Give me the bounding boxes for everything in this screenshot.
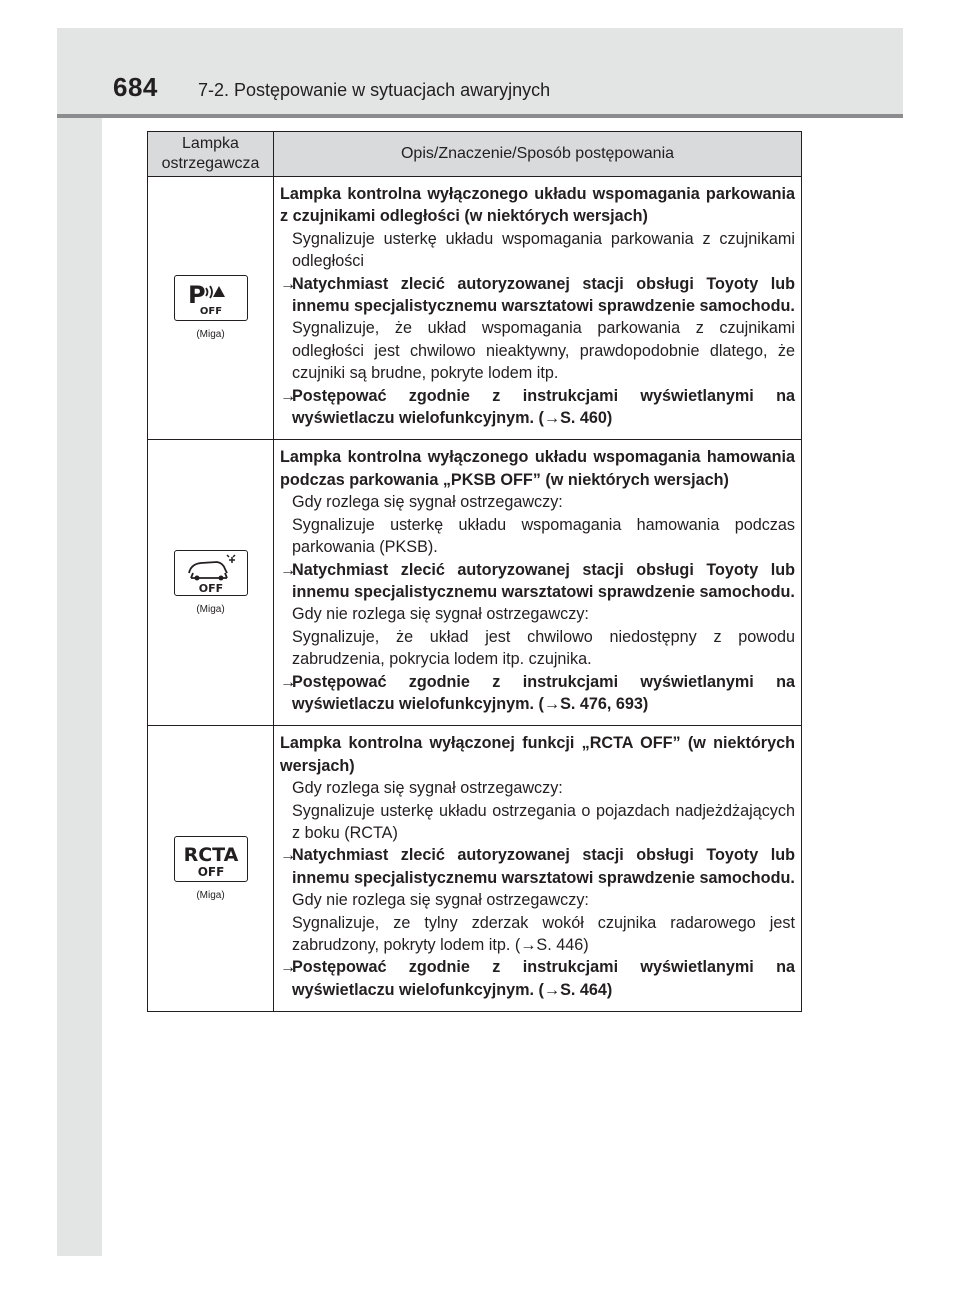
page-reference: S. 446) (536, 936, 589, 954)
parking-sensor-off-icon (174, 275, 248, 321)
action-item (280, 559, 795, 604)
pksb-off-icon (174, 550, 248, 596)
arrow-icon: → (280, 672, 297, 691)
action-item (280, 956, 795, 1001)
action-text: Natychmiast zlecić autoryzowanej stacji obsługi Toyoty lub innemu specjalistycznemu warsztatowi sprawdzenie samochodu. (292, 560, 795, 601)
table-row (148, 177, 802, 440)
lamp-cell (148, 726, 274, 1012)
description-text: Sygnalizuje usterkę układu wspomagania hamowania podczas parkowania (PKSB). (292, 515, 795, 557)
ref-arrow-icon: → (543, 409, 561, 428)
column-header-lamp: Lampka ostrzegawcza (148, 132, 274, 177)
header-band (57, 28, 903, 114)
svg-text:P: P (187, 281, 206, 310)
page-reference: S. 464) (560, 980, 613, 999)
action-text (292, 956, 795, 1001)
page-reference: S. 460) (560, 409, 613, 428)
arrow-icon: → (280, 386, 297, 405)
flash-note: (Miga) (196, 329, 225, 341)
table-header-row (148, 132, 802, 177)
description-text: Gdy rozlega się sygnał ostrzegawczy: (292, 779, 563, 798)
page-reference: S. 476, 693) (560, 694, 649, 713)
ref-arrow-icon: → (520, 936, 537, 954)
description-text: Gdy nie rozlega się sygnał ostrzegawczy: (292, 891, 589, 910)
section-title: 7-2. Postępowanie w sytuacjach awaryjnych (198, 80, 551, 100)
action-text (292, 671, 795, 716)
action-text: Natychmiast zlecić autoryzowanej stacji obsługi Toyoty lub innemu specjalistycznemu warsztatowi sprawdzenie samochodu. (292, 846, 795, 887)
action-text: Natychmiast zlecić autoryzowanej stacji obsługi Toyoty lub innemu specjalistycznemu warsztatowi sprawdzenie samochodu. (292, 274, 795, 316)
action-text-main: Postępować zgodnie z instrukcjami wyświetlanymi na wyświetlaczu wielofunkcyjnym. ( (292, 672, 795, 713)
description-text: Sygnalizuje usterkę układu wspomagania parkowania z czujnikami odległości (292, 229, 795, 271)
header-rule (57, 114, 903, 118)
lamp-cell (148, 177, 274, 440)
lamp-title: Lampka kontrolna wyłączonego układu wspomagania hamowania podczas parkowania „PKSB OFF” (w niektórych wersjach) (280, 448, 795, 489)
description-cell (274, 726, 802, 1012)
action-item (280, 844, 795, 889)
action-text (292, 385, 795, 430)
svg-text:OFF: OFF (198, 581, 223, 595)
svg-text:OFF: OFF (199, 306, 222, 318)
ref-arrow-icon: → (543, 694, 561, 713)
arrow-icon: → (280, 846, 297, 865)
svg-text:RCTA: RCTA (183, 843, 238, 866)
description-text: Gdy nie rozlega się sygnał ostrzegawczy: (292, 605, 589, 624)
description-text-main: Sygnalizuje, ze tylny zderzak wokół czujnika radarowego jest zabrudzony, pokryty lodem itp. ( (292, 913, 795, 954)
description-cell (274, 177, 802, 440)
flash-note: (Miga) (196, 603, 225, 615)
description-cell (274, 440, 802, 726)
arrow-icon: → (280, 560, 297, 579)
page-number: 684 (113, 72, 158, 102)
description-text: Sygnalizuje usterkę układu ostrzegania o pojazdach nadjeżdżających z boku (RCTA) (292, 801, 795, 842)
warning-lamp-table (147, 131, 802, 1012)
table-row (148, 440, 802, 726)
arrow-icon: → (280, 274, 297, 293)
action-text-main: Postępować zgodnie z instrukcjami wyświetlanymi na wyświetlaczu wielofunkcyjnym. ( (292, 386, 795, 428)
column-header-description: Opis/Znaczenie/Sposób postępowania (274, 132, 802, 177)
description-text: Gdy rozlega się sygnał ostrzegawczy: (292, 493, 563, 512)
action-item (280, 273, 795, 318)
table-row (148, 726, 802, 1012)
action-text-main: Postępować zgodnie z instrukcjami wyświetlanymi na wyświetlaczu wielofunkcyjnym. ( (292, 958, 795, 999)
description-text (280, 912, 795, 957)
description-text: Sygnalizuje, że układ jest chwilowo niedostępny z powodu zabrudzenia, pokrycia lodem itp. czujnika. (292, 627, 795, 669)
svg-text:OFF: OFF (197, 864, 224, 879)
arrow-icon: → (280, 958, 297, 977)
lamp-title: Lampka kontrolna wyłączonej funkcji „RCTA OFF” (w niektórych wersjach) (280, 734, 795, 775)
flash-note: (Miga) (196, 889, 225, 901)
rcta-off-icon (174, 836, 248, 882)
ref-arrow-icon: → (543, 980, 561, 999)
action-item (280, 385, 795, 430)
description-text: Sygnalizuje, że układ wspomagania parkowania z czujnikami odległości jest chwilowo nieaktywny, prawdopodobnie dlatego, że czujniki są brudne, pokryte lodem itp. (292, 319, 795, 383)
action-item (280, 671, 795, 716)
side-tab-strip (57, 28, 102, 1256)
lamp-title: Lampka kontrolna wyłączonego układu wspomagania parkowania z czujnikami odległości (w niektórych wersjach) (280, 185, 795, 226)
lamp-cell (148, 440, 274, 726)
